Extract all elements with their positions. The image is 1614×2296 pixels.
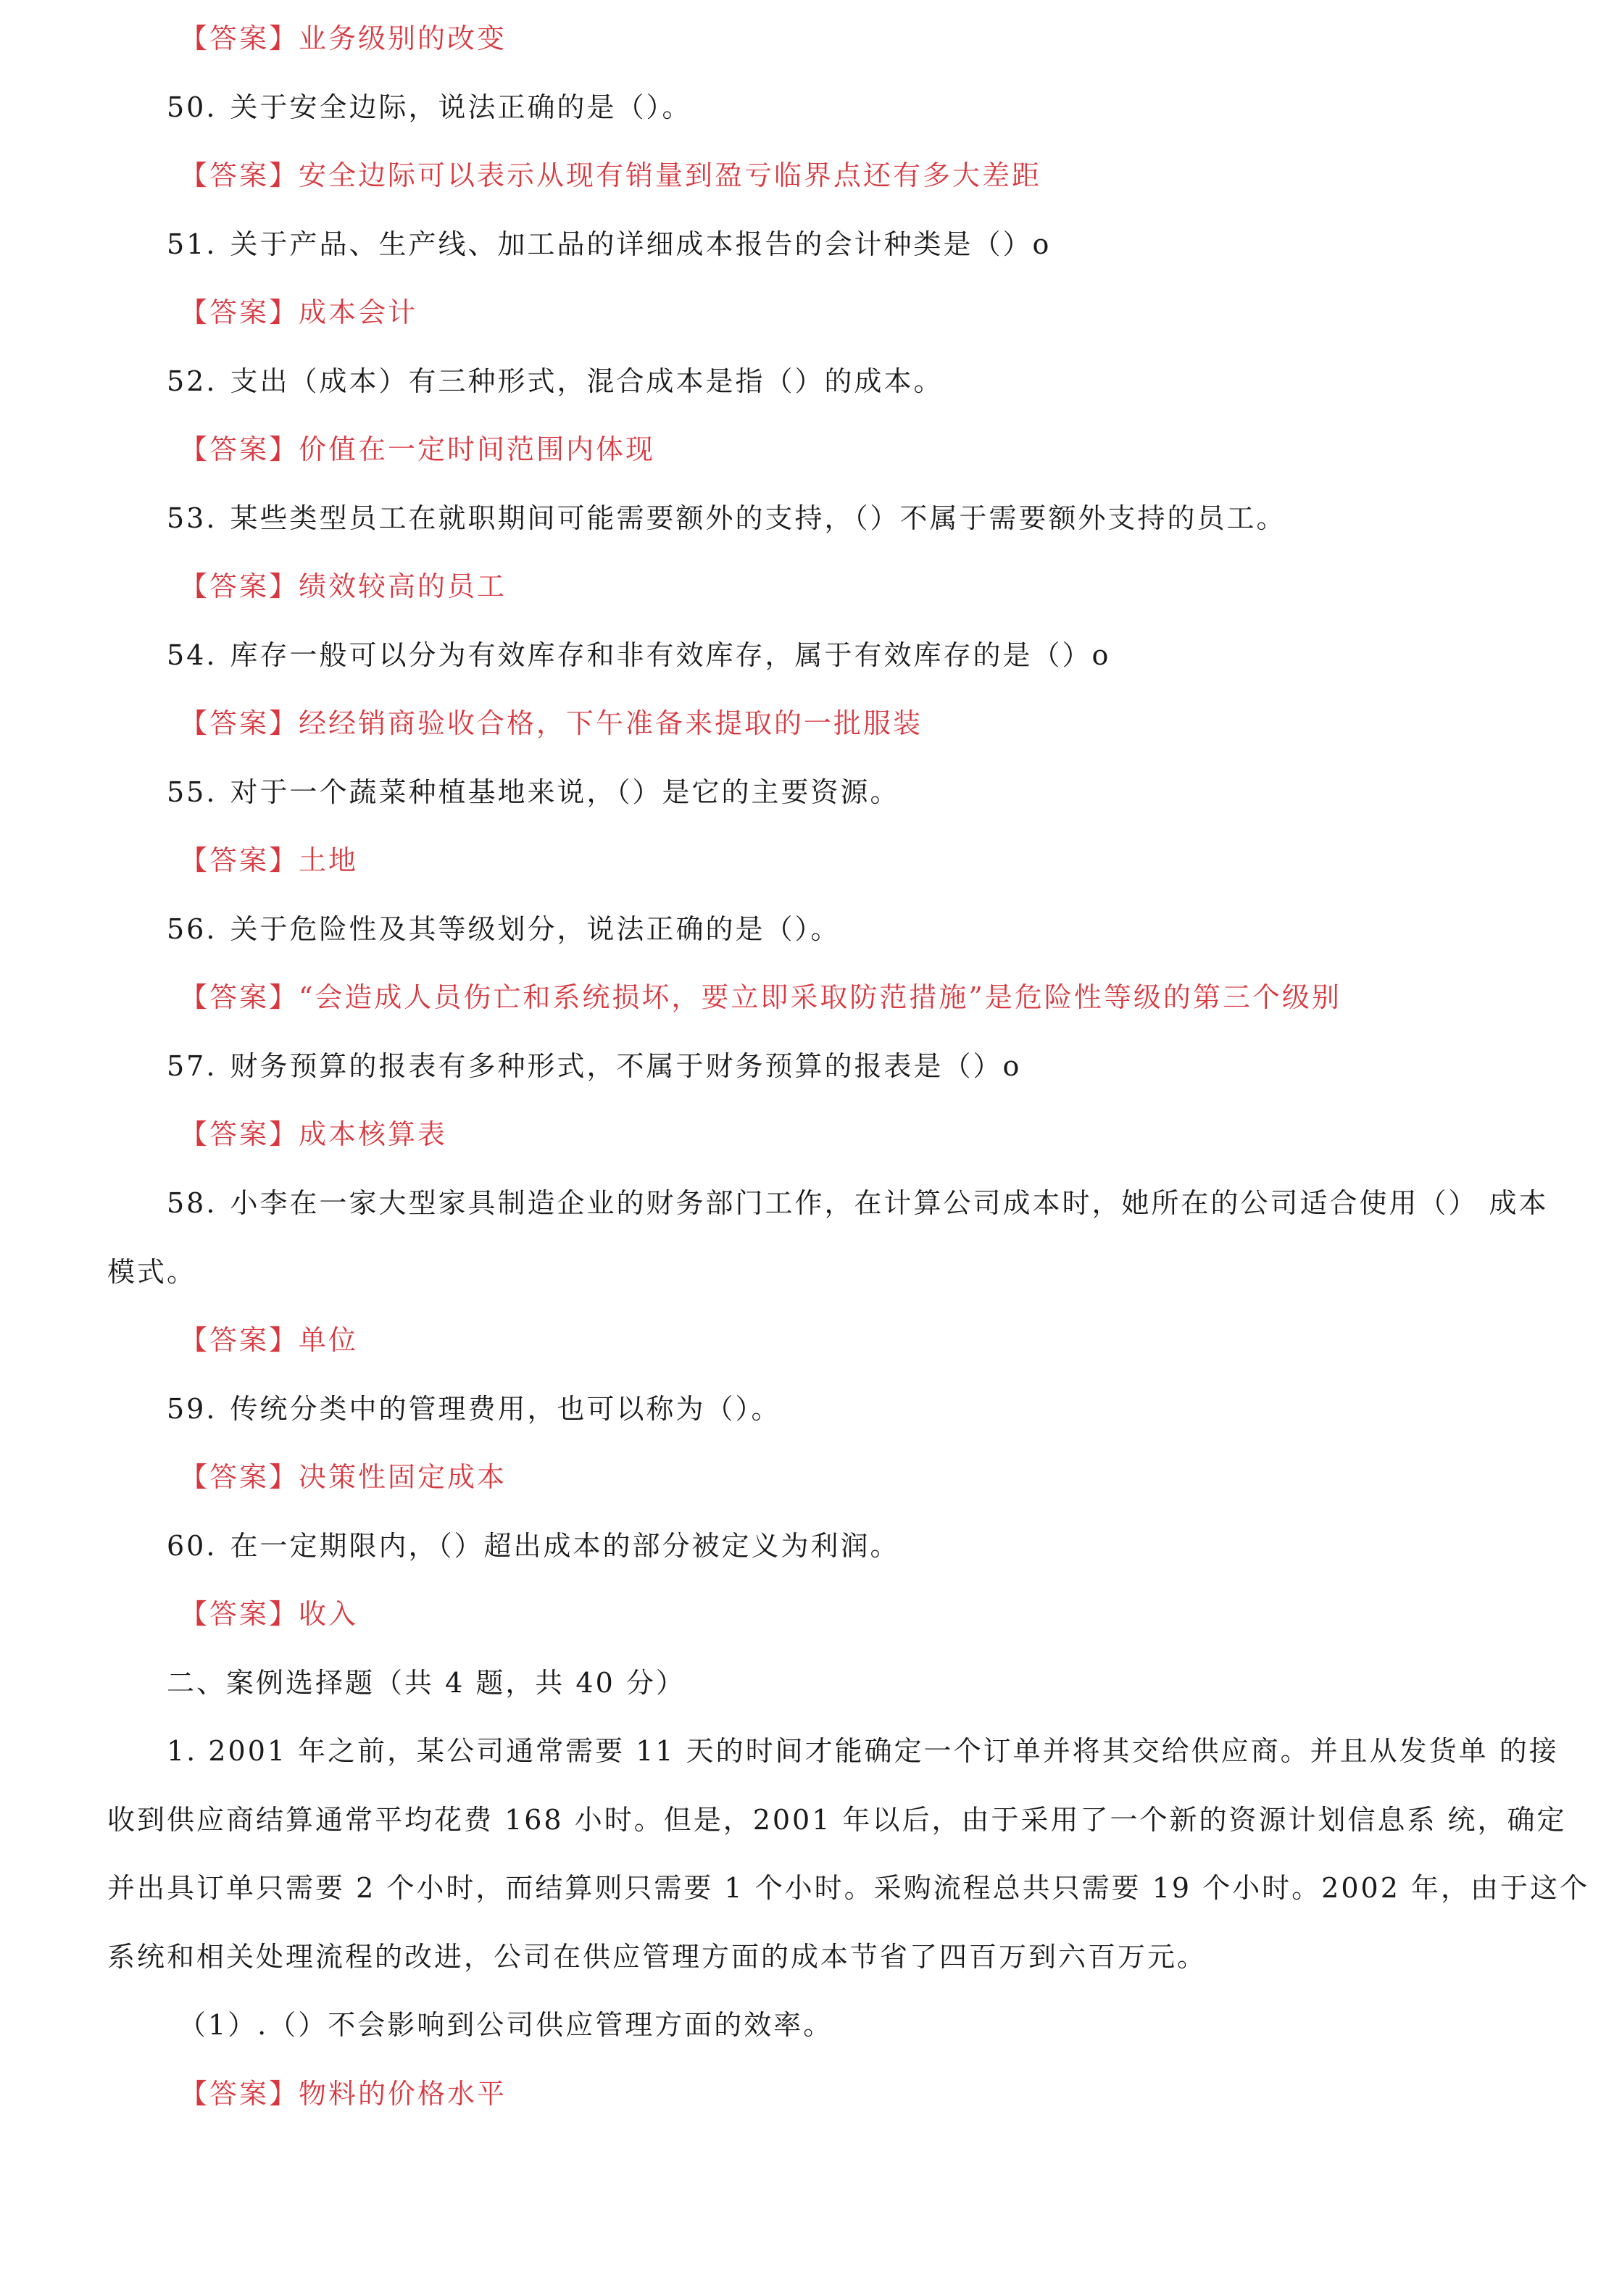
question-continuation: 模式。	[107, 1256, 197, 1288]
question-number: 58.	[167, 1187, 217, 1219]
question-number: 51.	[167, 228, 217, 260]
question-text: 传统分类中的管理费用，也可以称为（）。	[230, 1393, 781, 1425]
answer-line: 【答案】成本会计	[180, 296, 418, 328]
question-52	[0, 363, 1614, 399]
question-number: 52.	[167, 365, 217, 397]
question-number: 57.	[167, 1050, 217, 1082]
question-text: 关于安全边际，说法正确的是（）。	[230, 91, 692, 123]
answer-line: 【答案】成本核算表	[180, 1118, 448, 1150]
question-number: 60.	[167, 1530, 217, 1562]
case-paragraph-line: 收到供应商结算通常平均花费 168 小时。但是，2001 年以后，由于采用了一个新的资源计划信息系 统，确定	[107, 1804, 1567, 1836]
question-text: 库存一般可以分为有效库存和非有效库存，属于有效库存的是（）o	[230, 639, 1111, 671]
question-58	[0, 1185, 1614, 1221]
section-heading: 二、案例选择题（共 4 题，共 40 分）	[167, 1667, 686, 1699]
question-59	[0, 1391, 1614, 1427]
answer-line: 【答案】物料的价格水平	[180, 2078, 507, 2110]
case-paragraph-line: 1. 2001 年之前，某公司通常需要 11 天的时间才能确定一个订单并将其交给供应商。并且从发货单 的接	[167, 1735, 1559, 1767]
question-51	[0, 226, 1614, 262]
question-55	[0, 774, 1614, 810]
question-number: 53.	[167, 502, 217, 534]
answer-line: 【答案】收入	[180, 1598, 359, 1630]
question-text: 关于产品、生产线、加工品的详细成本报告的会计种类是（）o	[230, 228, 1052, 260]
answer-line: 【答案】单位	[180, 1324, 359, 1356]
question-60	[0, 1528, 1614, 1564]
question-56	[0, 911, 1614, 947]
question-number: 56.	[167, 913, 217, 945]
answer-line: 【答案】土地	[180, 844, 359, 876]
question-text: 关于危险性及其等级划分，说法正确的是（）。	[230, 913, 841, 945]
answer-line: 【答案】绩效较高的员工	[180, 570, 507, 602]
question-54	[0, 637, 1614, 673]
question-50	[0, 89, 1614, 125]
answer-line: 【答案】“会造成人员伤亡和系统损坏，要立即采取防范措施”是危险性等级的第三个级别	[180, 981, 1341, 1013]
answer-line: 【答案】价值在一定时间范围内体现	[180, 433, 656, 465]
question-text: 小李在一家大型家具制造企业的财务部门工作，在计算公司成本时，她所在的公司适合使用（） 成本	[230, 1187, 1549, 1219]
question-text: 在一定期限内，（）超出成本的部分被定义为利润。	[230, 1530, 900, 1562]
question-number: 54.	[167, 639, 217, 671]
question-text: 财务预算的报表有多种形式，不属于财务预算的报表是（）o	[230, 1050, 1022, 1082]
question-53	[0, 500, 1614, 536]
answer-line: 【答案】业务级别的改变	[180, 22, 507, 54]
question-text: 支出（成本）有三种形式，混合成本是指（）的成本。	[230, 365, 944, 397]
question-57	[0, 1048, 1614, 1084]
answer-line: 【答案】经经销商验收合格，下午准备来提取的一批服装	[180, 707, 923, 739]
case-paragraph-line: 并出具订单只需要 2 个小时，而结算则只需要 1 个小时。采购流程总共只需要 19 个小时。2002 年，由于这个	[107, 1872, 1589, 1904]
question-number: 59.	[167, 1393, 217, 1425]
question-text: 对于一个蔬菜种植基地来说，（）是它的主要资源。	[230, 776, 900, 808]
question-number: 55.	[167, 776, 217, 808]
sub-question: （1）.（）不会影响到公司供应管理方面的效率。	[178, 2009, 833, 2041]
case-paragraph-line: 系统和相关处理流程的改进，公司在供应管理方面的成本节省了四百万到六百万元。	[107, 1941, 1207, 1973]
answer-line: 【答案】决策性固定成本	[180, 1461, 507, 1493]
question-text: 某些类型员工在就职期间可能需要额外的支持，（）不属于需要额外支持的员工。	[230, 502, 1286, 534]
question-number: 50.	[167, 91, 217, 123]
answer-line: 【答案】安全边际可以表示从现有销量到盈亏临界点还有多大差距	[180, 159, 1042, 191]
